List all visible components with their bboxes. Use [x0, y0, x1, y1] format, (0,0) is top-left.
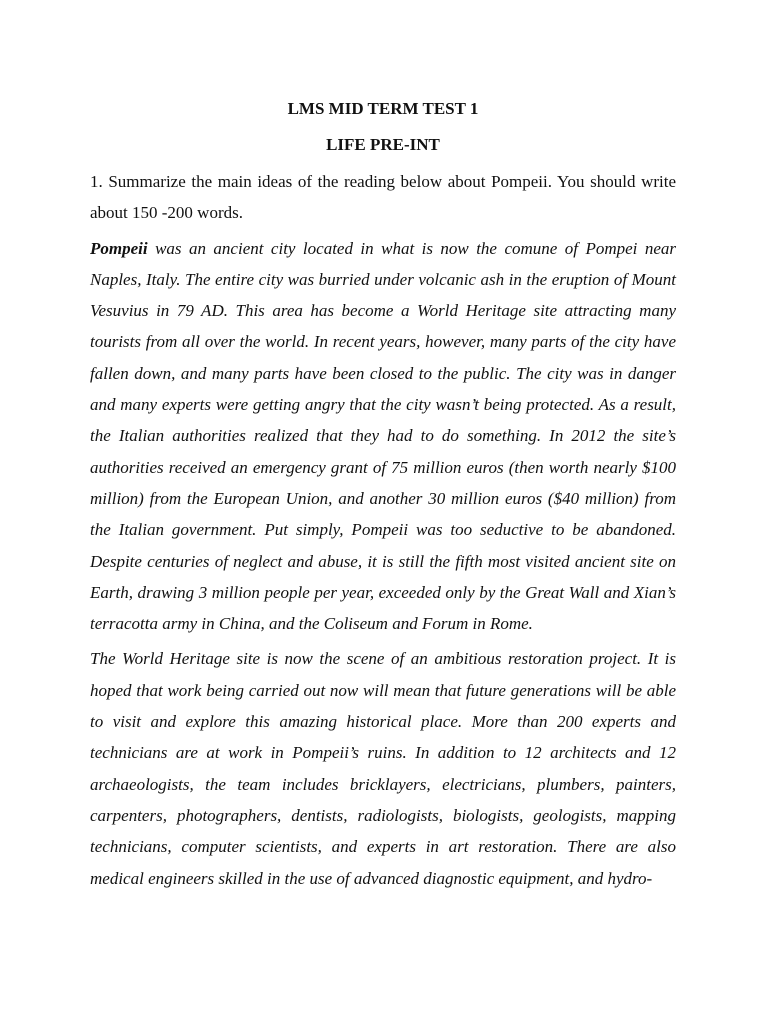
reading-paragraph-2: The World Heritage site is now the scene of an ambitious restoration project. It is hoped that work being carried out now will mean that future generations will be able to visit and explore this amazing historical place. More than 200 experts and technicians are at work in Pompeii’s ruins. In addition to 12 architects and 12 archaeologists, the team includes bricklayers, electricians, plumbers, painters, carpenters, photographers, dentists, radiologists, biologists, geologists, mapping technicians, computer scientists, and experts in art restoration. There are also medical engineers skilled in the use of advanced diagnostic equipment, and hydro- [90, 649, 676, 888]
paragraph-lead-word: Pompeii [90, 238, 148, 258]
document-page [90, 96, 676, 898]
document-title: LMS MID TERM TEST 1 [287, 99, 479, 118]
document-subtitle: LIFE PRE-INT [326, 135, 440, 154]
paragraph-1-body: was an ancient city located in what is now the comune of Pompei near Naples, Italy. The entire city was burried under volcanic ash in the eruption of Mount Vesuvius in 79 AD. This area has become a World Heritage site attracting many tourists from all over the world. In recent years, however, many parts of the city have fallen down, and many parts have been closed to the public. The city was in danger and many experts were getting angry that the city wasn’t being protected. As a result, the Italian authorities realized that they had to do something. In 2012 the site’s authorities received an emergency grant of 75 million euros (then worth nearly $100 million) from the European Union, and another 30 million euros ($40 million) from the Italian government. Put simply, Pompeii was too seductive to be abandoned. Despite centuries of neglect and abuse, it is still the fifth most visited ancient site on Earth, drawing 3 million people per year, exceeded only by the Great Wall and Xian’s terracotta army in China, and the Coliseum and Forum in Rome. [90, 238, 676, 634]
instruction-text: 1. Summarize the main ideas of the reading below about Pompeii. You should write about 150 -200 words. [90, 172, 676, 223]
reading-paragraph-1 [90, 233, 676, 640]
